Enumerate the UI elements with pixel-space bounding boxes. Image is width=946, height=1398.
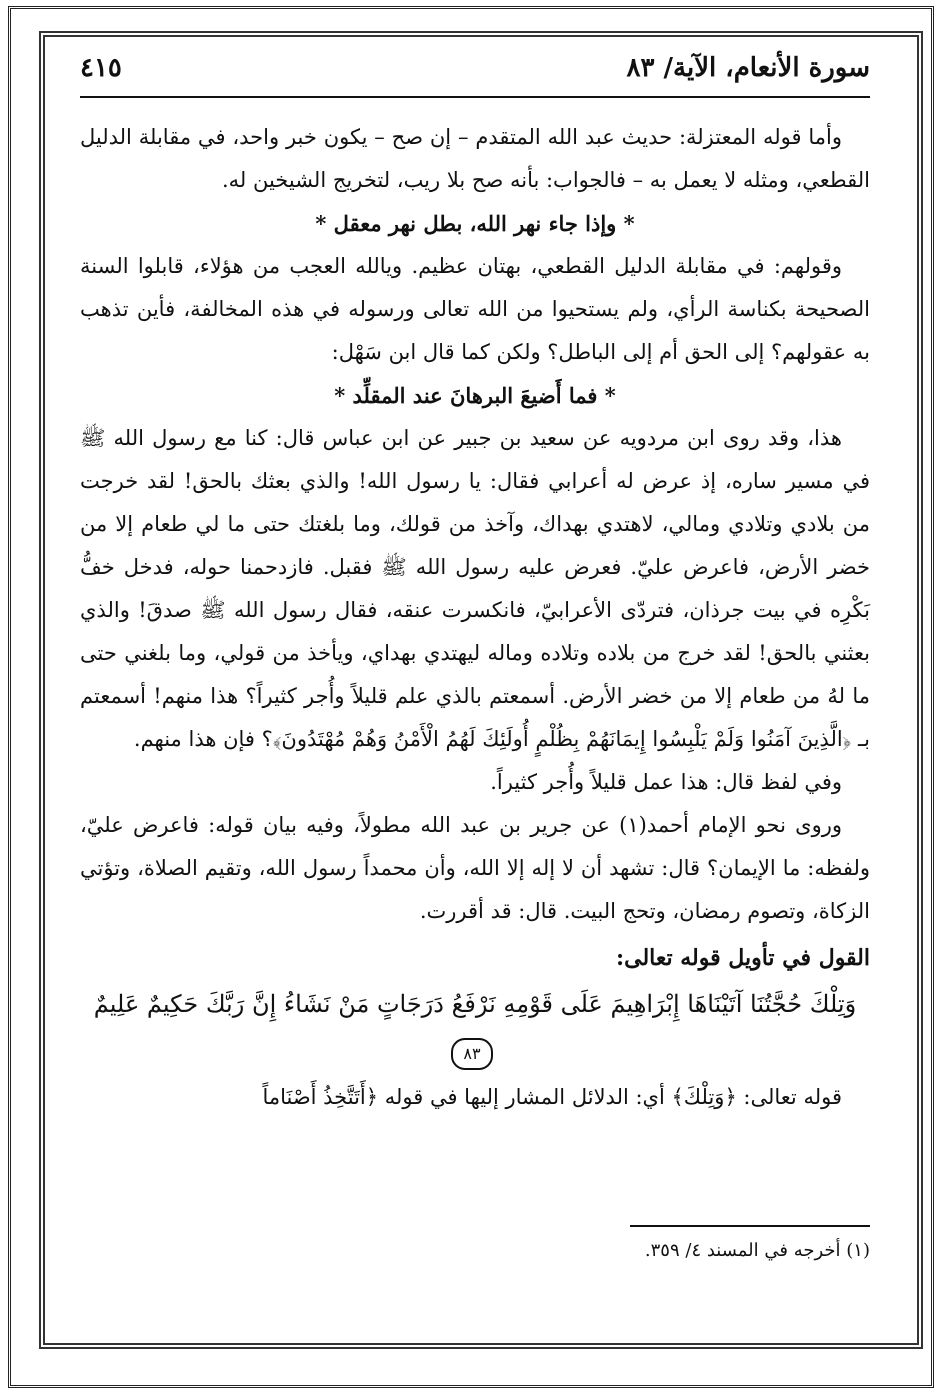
paragraph: وقولهم: في مقابلة الدليل القطعي، بهتان عظيم. ويالله العجب من هؤلاء، قابلوا السنة الصحيحة بكناسة الرأي، ولم يستحيوا من الله تعالى ورسوله في هذه المخالفة، فأين تذهب به عقولهم؟ إلى الحق أم إلى الباطل؟ ولكن كما قال ابن سَهْل: <box>80 254 870 364</box>
verse-line: * وإذا جاء نهر الله، بطل نهر معقل * <box>315 211 635 236</box>
section-heading: القول في تأويل قوله تعالى: <box>616 945 870 971</box>
book-page <box>80 40 870 1360</box>
body-text <box>80 116 870 1119</box>
paragraph: هذا، وقد روى ابن مردويه عن سعيد بن جبير عن ابن عباس قال: كنا مع رسول الله ﷺ في مسير ساره، إذ عرض له أعرابي فقال: يا رسول الله! والذي بعثك بالحق! لقد خرجت من بلادي وتلادي ومالي، لاهتدي بهداك، وآخذ من قولك، وما بلغتك حتى ما لي طعام إلا من خضر الأرض، فاعرض عليّ. فعرض عليه رسول الله ﷺ فقبل. فازدحمنا حوله، فدخل خفُّ بَكْرِه في بيت جرذان، فتردّى الأعرابيّ، فانكسرت عنقه، فقال رسول الله ﷺ صدقَ! والذي بعثني بالحق! لقد خرج من بلاده وتلاده وماله ليهتدي بهداي، ويأخذ من قولي، وما بلغني حتى ما لهُ من طعام إلا من خضر الأرض. أسمعتم بالذي علم قليلاً وأُجر كثيراً؟ هذا منهم! أسمعتم بـ ﴿الَّذِينَ آمَنُوا وَلَمْ يَلْبِسُوا إِيمَانَهُمْ بِظُلْمٍ أُولَئِكَ لَهُمُ الْأَمْنُ وَهُمْ مُهْتَدُونَ﴾؟ فإن هذا منهم. <box>80 426 870 751</box>
quran-verse-text: وَتِلْكَ حُجَّتُنَا آتَيْنَاهَا إِبْرَاهِيمَ عَلَى قَوْمِهِ نَرْفَعُ دَرَجَاتٍ مَنْ نَشَاءُ إِنَّ رَبَّكَ حَكِيمٌ عَلِيمٌ <box>93 990 857 1018</box>
verse-line: * فما أَضيعَ البرهانَ عند المقلِّد * <box>334 383 616 408</box>
footnote: (١) أخرجه في المسند ٤/ ٣٥٩. <box>644 1240 870 1261</box>
paragraph: وروى نحو الإمام أحمد(١) عن جرير بن عبد الله مطولاً، وفيه بيان قوله: فاعرض عليّ، ولفظه: ما الإيمان؟ قال: تشهد أن لا إله إلا الله، وأن محمداً رسول الله، وتقيم الصلاة، وتؤتي الزكاة، وتصوم رمضان، وتحج البيت. قال: قد أقررت. <box>80 813 870 923</box>
quran-verse <box>80 980 870 1076</box>
page-number: ٤١٥ <box>80 53 122 83</box>
running-title: سورة الأنعام، الآية/ ٨٣ <box>626 53 870 83</box>
paragraph: قوله تعالى: ﴿وَتِلْكَ﴾ أي: الدلائل المشار إليها في قوله ﴿أَتَتَّخِذُ أَصْنَاماً <box>262 1085 842 1109</box>
ayah-number: ٨٣ <box>451 1038 493 1070</box>
footnote-divider <box>630 1225 870 1227</box>
paragraph: وفي لفظ قال: هذا عمل قليلاً وأُجر كثيراً. <box>490 770 842 794</box>
paragraph: وأما قوله المعتزلة: حديث عبد الله المتقدم – إن صح – يكون خبر واحد، في مقابلة الدليل القطعي، ومثله لا يعمل به – فالجواب: بأنه صح بلا ريب، لتخريج الشيخين له. <box>80 125 870 192</box>
page-header <box>80 40 870 98</box>
